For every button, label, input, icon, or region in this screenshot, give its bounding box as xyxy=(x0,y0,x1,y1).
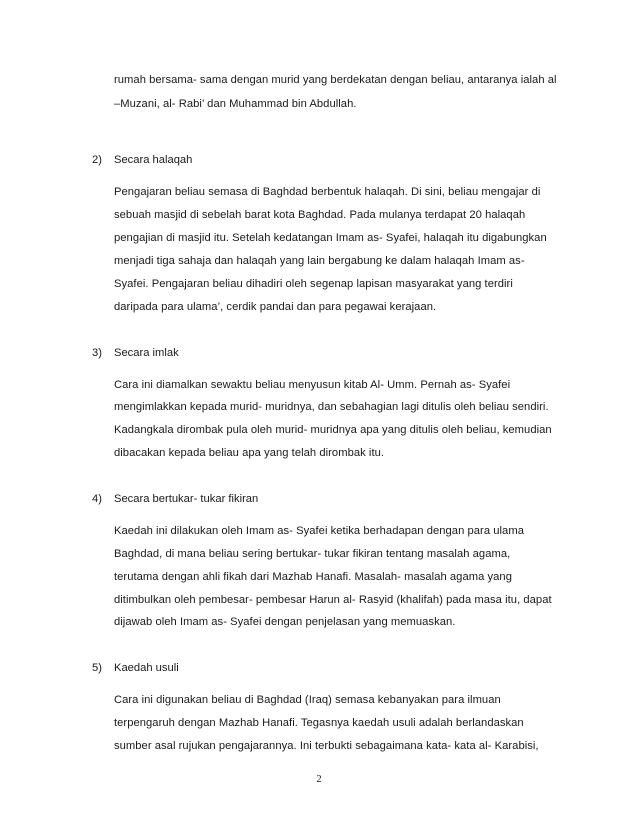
section-number: 5) xyxy=(92,662,102,674)
page-number: 2 xyxy=(316,774,322,785)
paragraph-line: sebuah masjid di sebelah barat kota Baghdad. Pada mulanya terdapat 20 halaqah xyxy=(114,209,526,221)
paragraph-line: Baghdad, di mana beliau sering bertukar- tukar fikiran tentang masalah agama, xyxy=(114,548,511,560)
paragraph-line: Kaedah ini dilakukan oleh Imam as- Syafei ketika berhadapan dengan para ulama xyxy=(114,525,524,537)
paragraph-line: sumber asal rujukan pengajarannya. Ini terbukti sebagaimana kata- kata al- Karabisi, xyxy=(114,740,539,752)
paragraph-line: Kadangkala dirombak pula oleh murid- muridnya apa yang ditulis oleh beliau, kemudian xyxy=(114,424,552,436)
paragraph-line: –Muzani, al- Rabi’ dan Muhammad bin Abdullah. xyxy=(114,98,357,110)
section-number: 4) xyxy=(92,493,102,505)
paragraph-line: pengajian di masjid itu. Setelah kedatangan Imam as- Syafei, halaqah itu digabungkan xyxy=(114,232,547,244)
section-title: Secara halaqah xyxy=(114,154,193,166)
section-title: Kaedah usuli xyxy=(114,662,179,674)
paragraph-line: menjadi tiga sahaja dan halaqah yang lain bergabung ke dalam halaqah Imam as- xyxy=(114,255,525,267)
section-number: 3) xyxy=(92,347,102,359)
paragraph-line: dijawab oleh Imam as- Syafei dengan penjelasan yang memuaskan. xyxy=(114,616,456,628)
paragraph-line: mengimlakkan kepada murid- muridnya, dan sebahagian lagi ditulis oleh beliau sendiri. xyxy=(114,401,549,413)
paragraph-line: terutama dengan ahli fikah dari Mazhab Hanafi. Masalah- masalah agama yang xyxy=(114,571,512,583)
paragraph-line: Cara ini digunakan beliau di Baghdad (Iraq) semasa kebanyakan para ilmuan xyxy=(114,694,501,706)
section-number: 2) xyxy=(92,154,102,166)
section-title: Secara bertukar- tukar fikiran xyxy=(114,493,259,505)
paragraph-line: Cara ini diamalkan sewaktu beliau menyusun kitab Al- Umm. Pernah as- Syafei xyxy=(114,379,511,391)
paragraph-line: Syafei. Pengajaran beliau dihadiri oleh segenap lapisan masyarakat yang terdiri xyxy=(114,278,513,290)
paragraph-line: dibacakan kepada beliau apa yang telah dirombak itu. xyxy=(114,447,385,459)
paragraph-line: ditimbulkan oleh pembesar- pembesar Harun al- Rasyid (khalifah) pada masa itu, dapat xyxy=(114,594,552,606)
paragraph-line: terpengaruh dengan Mazhab Hanafi. Tegasnya kaedah usuli adalah berlandaskan xyxy=(114,717,524,729)
paragraph-line: daripada para ulama’, cerdik pandai dan para pegawai kerajaan. xyxy=(114,301,437,313)
section-title: Secara imlak xyxy=(114,347,179,359)
paragraph-line: Pengajaran beliau semasa di Baghdad berbentuk halaqah. Di sini, beliau mengajar di xyxy=(114,186,541,198)
paragraph-line: rumah bersama- sama dengan murid yang berdekatan dengan beliau, antaranya ialah al xyxy=(114,74,557,86)
